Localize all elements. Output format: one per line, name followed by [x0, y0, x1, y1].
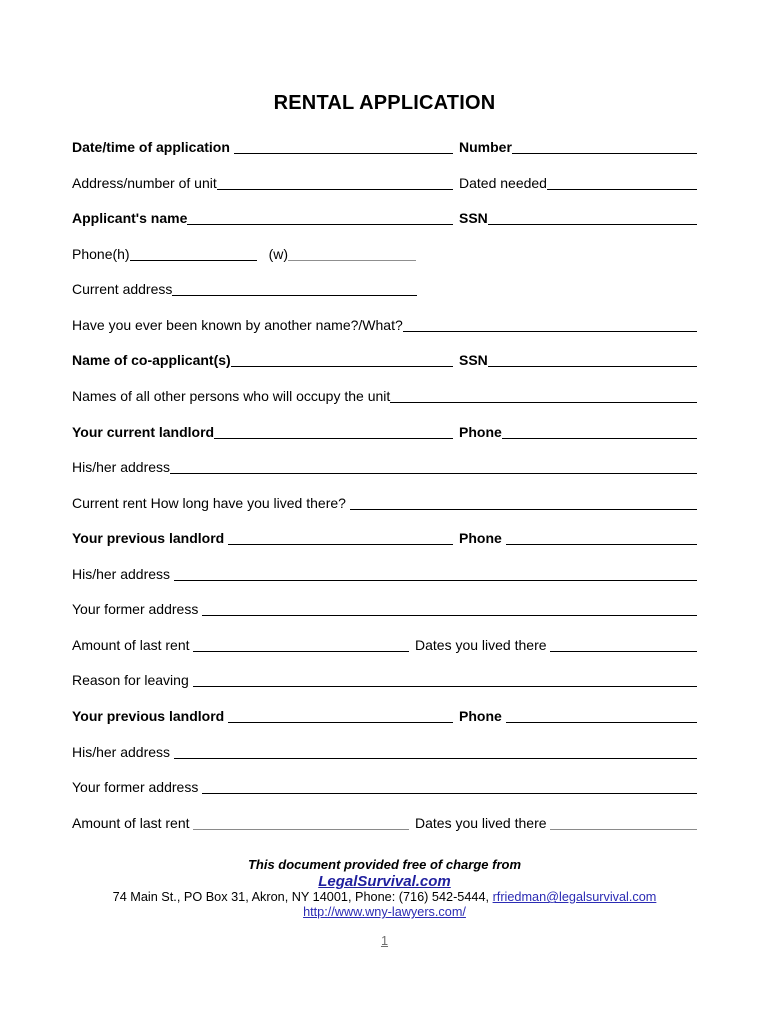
- footer-address-text: 74 Main St., PO Box 31, Akron, NY 14001, Phone: (716) 542-5444,: [112, 890, 493, 905]
- label-reason-for-leaving: Reason for leaving: [72, 672, 193, 689]
- label-address-number-of-unit: Address/number of unit: [72, 174, 217, 191]
- label-phone: Phone: [459, 423, 502, 440]
- label-his-her-address: His/her address: [72, 743, 174, 760]
- form-row: [72, 810, 697, 846]
- footer-brand-line: [72, 873, 697, 890]
- email-link[interactable]: rfriedman@legalsurvival.com: [492, 890, 657, 905]
- form-row-col2: [459, 703, 697, 729]
- form-row-col2: [459, 205, 697, 231]
- form-row: [72, 596, 697, 632]
- blank-w[interactable]: [288, 260, 416, 261]
- label-his-her-address: His/her address: [72, 459, 171, 476]
- label-his-her-address: His/her address: [72, 565, 174, 582]
- blank-applicant-s-name[interactable]: [187, 224, 453, 225]
- label-current-address: Current address: [72, 281, 173, 298]
- website-link[interactable]: http://www.wny-lawyers.com/: [303, 905, 466, 920]
- blank-current-address[interactable]: [172, 295, 417, 296]
- form-row: [72, 205, 697, 241]
- blank-dates-you-lived-there[interactable]: [550, 829, 697, 830]
- blank-his-her-address[interactable]: [170, 473, 697, 474]
- blank-ssn[interactable]: [488, 366, 697, 367]
- label-your-former-address: Your former address: [72, 779, 203, 796]
- blank-amount-of-last-rent[interactable]: [193, 829, 409, 830]
- label-your-previous-landlord: Your previous landlord: [72, 530, 229, 547]
- label-amount-of-last-rent: Amount of last rent: [72, 636, 194, 653]
- label-ssn: SSN: [459, 352, 488, 369]
- footer-address-line: [72, 890, 697, 905]
- label-name-of-co-applicant-s: Name of co-applicant(s): [72, 352, 231, 369]
- label-have-you-ever-been-known-by-another-name-what: Have you ever been known by another name?/What?: [72, 316, 403, 333]
- blank-ssn[interactable]: [488, 224, 697, 225]
- form-row: [72, 276, 697, 312]
- page-number-line: [72, 934, 697, 949]
- document-title: RENTAL APPLICATION: [273, 92, 496, 114]
- blank-your-former-address[interactable]: [202, 615, 697, 616]
- label-number: Number: [459, 139, 512, 155]
- blank-have-you-ever-been-known-by-another-name-what[interactable]: [403, 331, 697, 332]
- label-your-previous-landlord: Your previous landlord: [72, 708, 229, 724]
- form-row: [72, 525, 697, 561]
- form-row: [72, 383, 697, 419]
- footer: [72, 857, 697, 949]
- blank-phone[interactable]: [502, 438, 697, 439]
- label-ssn: SSN: [459, 210, 488, 227]
- label-phone: Phone: [459, 530, 506, 547]
- blank-your-former-address[interactable]: [202, 793, 697, 794]
- form-row: [72, 347, 697, 383]
- legalsurvival-link[interactable]: LegalSurvival.com: [318, 873, 451, 891]
- form-row-col2: [415, 810, 697, 836]
- form-row: [72, 241, 697, 277]
- form-row: [72, 632, 697, 668]
- form-row-col2: [459, 347, 697, 373]
- label-dates-you-lived-there: Dates you lived there: [415, 636, 551, 653]
- blank-address-number-of-unit[interactable]: [217, 189, 453, 190]
- label-your-current-landlord: Your current landlord: [72, 423, 215, 440]
- form-row-col2: [459, 419, 697, 445]
- form-row: [72, 667, 697, 703]
- label-applicant-s-name: Applicant's name: [72, 210, 188, 227]
- blank-reason-for-leaving[interactable]: [193, 686, 697, 687]
- blank-dated-needed[interactable]: [547, 189, 697, 190]
- blank-phone[interactable]: [506, 544, 697, 545]
- label-your-former-address: Your former address: [72, 601, 203, 618]
- label-phone: Phone: [459, 708, 506, 724]
- form-row-col2: [459, 134, 697, 160]
- blank-date-time-of-application[interactable]: [234, 153, 453, 154]
- blank-current-rent-how-long-have-you-lived-there[interactable]: [350, 509, 697, 510]
- label-w: (w): [268, 245, 289, 262]
- form-row: [72, 739, 697, 775]
- label-date-time-of-application: Date/time of application: [72, 139, 234, 155]
- form-row: [72, 490, 697, 526]
- blank-phone[interactable]: [506, 722, 697, 723]
- form-row: [72, 312, 697, 348]
- blank-names-of-all-other-persons-who-will-occupy-the-unit[interactable]: [390, 402, 697, 403]
- form-row: [72, 419, 697, 455]
- page-number: 1: [380, 934, 389, 949]
- form-row: [72, 454, 697, 490]
- blank-phone-h[interactable]: [130, 260, 257, 261]
- blank-your-previous-landlord[interactable]: [228, 722, 453, 723]
- blank-dates-you-lived-there[interactable]: [550, 651, 697, 652]
- blank-his-her-address[interactable]: [174, 580, 697, 581]
- footer-site-line: [72, 905, 697, 920]
- form-row: [72, 134, 697, 170]
- blank-number[interactable]: [512, 153, 697, 154]
- form-row: [72, 561, 697, 597]
- blank-amount-of-last-rent[interactable]: [193, 651, 409, 652]
- form-rows: [72, 134, 697, 845]
- blank-your-previous-landlord[interactable]: [228, 544, 453, 545]
- form-row-col2: [459, 525, 697, 551]
- blank-your-current-landlord[interactable]: [214, 438, 453, 439]
- form-row: [72, 170, 697, 206]
- form-row: [72, 774, 697, 810]
- label-phone-h: Phone(h): [72, 245, 130, 262]
- form-row: [72, 703, 697, 739]
- footer-note: This document provided free of charge from: [247, 857, 522, 873]
- form-row-col2: [459, 170, 697, 196]
- label-amount-of-last-rent: Amount of last rent: [72, 814, 194, 831]
- label-dated-needed: Dated needed: [459, 174, 547, 191]
- label-current-rent-how-long-have-you-lived-there: Current rent How long have you lived there?: [72, 494, 350, 511]
- label-dates-you-lived-there: Dates you lived there: [415, 814, 551, 831]
- blank-his-her-address[interactable]: [174, 758, 697, 759]
- label-names-of-all-other-persons-who-will-occupy-the-unit: Names of all other persons who will occupy the unit: [72, 387, 391, 404]
- blank-name-of-co-applicant-s[interactable]: [231, 366, 453, 367]
- form-row-col2: [415, 632, 697, 658]
